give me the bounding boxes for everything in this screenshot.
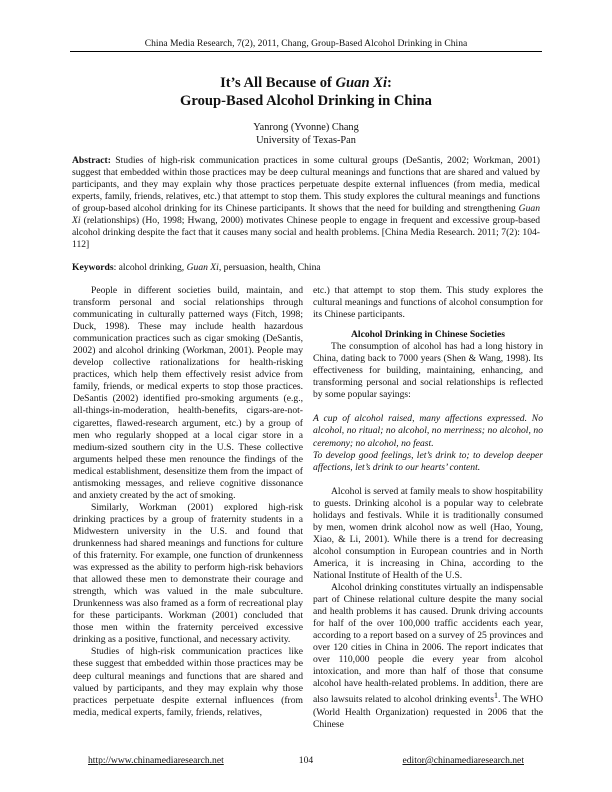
author-affiliation: University of Texas-Pan [256, 134, 356, 146]
title-italic: Guan Xi [335, 75, 388, 91]
quote-line: To develop good feelings, let’s drink to; to develop deeper affections, let’s drink to our hearts’ content. [313, 449, 543, 473]
paragraph: Similarly, Workman (2001) explored high-risk drinking practices by a group of fraternity students in a Midwestern university in the U.S. and found that drunkenness had shared meanings and functions for culture of this fraternity. For example, one function of drunkenness was expressed as the ability to perform high-risk behaviors that allowed these men to demonstrate their courage and strength, which was valued in the male subculture. Drunkenness was also framed as a form of recreational play for these participants. Workman (2001) concluded that those men within the fraternity perceived excessive drinking as a positive, functional, and necessary activity. [73, 501, 303, 646]
author-name: Yanrong (Yvonne) Chang [253, 122, 359, 133]
quote-line: A cup of alcohol raised, many affections expressed. No alcohol, no ritual; no alcohol, no merriness; no alcohol, no ceremony; no alcohol, no feast. [313, 413, 543, 449]
running-head: China Media Research, 7(2), 2011, Chang, Group-Based Alcohol Drinking in China [144, 38, 468, 49]
author-block [60, 122, 552, 148]
page-number: 104 [298, 755, 314, 766]
paragraph: Studies of high-risk communication practices like these suggest that embedded within those practices may be deep cultural meanings and functions that are shared and valued by participants, and they may explain why those practices perpetuate despite external influences (from media, medical experts, family, friends, relatives, [73, 646, 303, 718]
editor-email-link[interactable]: editor@chinamediaresearch.net [402, 755, 524, 766]
paragraph: People in different societies build, maintain, and transform personal and social relationships through communicating in culturally patterned ways (Fitch, 1998; Duck, 1998). These may include health hazardous communication practices such as cigar smoking (DeSantis, 2002) and alcohol drinking (Workman, 2001). People may develop collective rationalizations for health-risking practices, which help them effectively resist advice from family, friends, or medical experts to stop those practices. DeSantis (2002) identified pro-smoking arguments (e.g., all-things-in-moderation, health-benefits, cigars-are-not-cigarettes, flawed-research argument, etc.) by a group of men who regularly shopped at a local cigar store in a medium-sized southern city in the U.S. These collective arguments helped these men renounce the findings of the medical establishment, desensitize them from the impact of antismoking messages, and relieve cognitive dissonance and anxiety created by the act of smoking. [73, 285, 303, 501]
header-divider [70, 51, 542, 52]
keywords-italic: Guan Xi [186, 262, 219, 273]
keywords-text-b: , persuasion, health, China [218, 262, 321, 273]
paragraph-text-b: . The WHO (World Health Organization) requested in 2006 that the Chinese [313, 694, 543, 730]
title-line2: Group-Based Alcohol Drinking in China [180, 93, 432, 109]
abstract-text-b: (relationships) (Ho, 1998; Hwang, 2000) motivates Chinese people to engage in frequent and excessive group-based alcohol drinking despite the fact that it causes many social and health problems. [China Media Research. 2011; 7(2): 104-112] [72, 215, 540, 251]
abstract-label: Abstract: [72, 155, 111, 166]
title-line1-prefix: It’s All Because of [220, 75, 336, 91]
abstract-text-a: Studies of high-risk communication practices in some cultural groups (DeSantis, 2002; Workman, 2001) suggest that embedded within those practices may be deep cultural meanings and functions that are shared and valued by participants, and they may explain why those practices perpetuate despite external influences (from media, medical experts, family, friends, relatives, etc.) that attempt to stop them. This study explores the cultural meanings and functions of group-based alcohol drinking for its Chinese participants. It shows that the need for building and strengthening [72, 155, 540, 215]
paragraph: The consumption of alcohol has had a long history in China, dating back to 7000 years (Shen & Wang, 1998). Its effectiveness for building, maintaining, enhancing, and transforming personal and social relationships is reflected by some popular sayings: [313, 341, 543, 401]
abstract [72, 155, 540, 251]
paragraph: etc.) that attempt to stop them. This study explores the cultural meanings and functions of alcohol consumption for its Chinese participants. [313, 285, 543, 321]
keywords-label: Keywords [72, 262, 114, 273]
left-column [73, 285, 303, 719]
paragraph [313, 582, 543, 731]
keywords [72, 262, 540, 274]
abstract-italic: Guan Xi [72, 203, 540, 227]
footnote-marker: 1 [494, 691, 499, 701]
paragraph: Alcohol is served at family meals to show hospitability to guests. Drinking alcohol is a popular way to celebrate holidays and festivals. While it is traditionally consumed by men, women drink alcohol now as well (Hao, Young, Xiao, & Li, 2001). While there is a trend for decreasing alcohol consumption in European countries and in North America, it is increasing in China, according to the National Institute of Health of the U.S. [313, 485, 543, 581]
section-heading: Alcohol Drinking in Chinese Societies [350, 329, 506, 341]
paragraph-text-a: Alcohol drinking constitutes virtually an indispensable part of Chinese relational culture despite the many social and health problems it has caused. Drunk driving accounts for half of the over 100,000 traffic accidents each year, according to a report based on a survey of 25 provinces and over 120 cities in China in 2006. The report indicates that over 110,000 people die every year from alcohol intoxication, and more than half of those that consume alcohol have health-related problems. In addition, there are also lawsuits related to alcohol drinking events [313, 582, 543, 706]
keywords-text-a: : alcohol drinking, [113, 262, 187, 273]
block-quote [313, 413, 543, 473]
title-line1-suffix: : [387, 75, 392, 91]
paper-title [60, 74, 552, 110]
right-column [313, 285, 543, 731]
journal-link[interactable]: http://www.chinamediaresearch.net [88, 755, 224, 766]
